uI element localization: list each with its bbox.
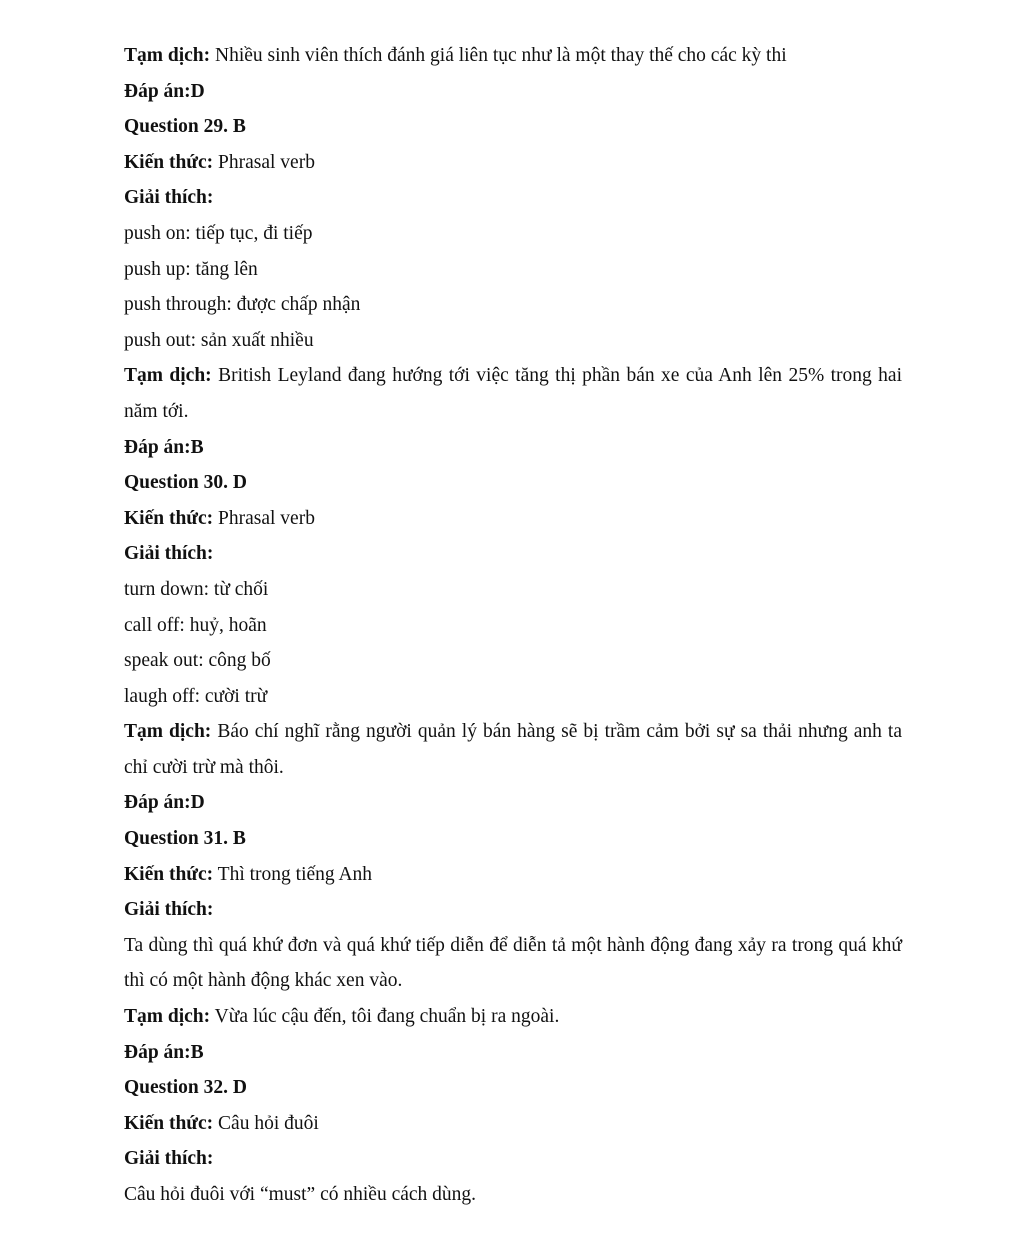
document-page: [124, 38, 902, 1213]
answer-line: Đáp án:B: [124, 1041, 204, 1063]
translation-line: [124, 999, 902, 1035]
knowledge-label: Kiến thức:: [124, 1112, 214, 1134]
explanation-item: laugh off: cười trừ: [124, 685, 268, 707]
explanation-heading: Giải thích:: [124, 899, 214, 921]
explanation-paragraph: Ta dùng thì quá khứ đơn và quá khứ tiếp diễn để diễn tả một hành động đang xảy ra trong quá khứ thì có một hành động khác xen vào.: [124, 934, 902, 992]
knowledge-label: Kiến thức:: [124, 863, 214, 885]
explanation-item: Câu hỏi đuôi với “must” có nhiều cách dùng.: [124, 1184, 477, 1205]
knowledge-line: [124, 857, 902, 893]
explanation-item: push up: tăng lên: [124, 258, 258, 280]
knowledge-label: Kiến thức:: [124, 151, 214, 173]
question-heading: Question 32. D: [124, 1077, 247, 1099]
knowledge-line: [124, 145, 902, 181]
explanation-item: turn down: từ chối: [124, 578, 269, 600]
answer-line: Đáp án:B: [124, 436, 204, 458]
explanation-item: call off: huỷ, hoãn: [124, 614, 267, 636]
explanation-item: push through: được chấp nhận: [124, 294, 361, 316]
translation-text: British Leyland đang hướng tới việc tăng thị phần bán xe của Anh lên 25% trong hai năm tới.: [124, 365, 902, 422]
knowledge-label: Kiến thức:: [124, 507, 214, 529]
explanation-heading: Giải thích:: [124, 187, 214, 209]
explanation-item: speak out: công bố: [124, 650, 271, 672]
knowledge-text: Phrasal verb: [213, 151, 315, 173]
knowledge-text: Thì trong tiếng Anh: [213, 863, 373, 885]
question-heading: Question 29. B: [124, 116, 246, 138]
question-heading: Question 30. D: [124, 472, 247, 494]
translation-label: Tạm dịch:: [124, 365, 212, 387]
explanation-item: push on: tiếp tục, đi tiếp: [124, 222, 313, 244]
translation-line: [124, 38, 902, 74]
answer-line: Đáp án:D: [124, 792, 205, 814]
translation-label: Tạm dịch:: [124, 1006, 211, 1028]
knowledge-text: Câu hỏi đuôi: [213, 1112, 319, 1134]
translation-text: Báo chí nghĩ rằng người quản lý bán hàng sẽ bị trầm cảm bởi sự sa thải nhưng anh ta chỉ cười trừ mà thôi.: [124, 721, 902, 778]
knowledge-line: [124, 501, 902, 537]
translation-paragraph: [124, 714, 902, 785]
knowledge-line: [124, 1106, 902, 1142]
translation-paragraph: [124, 358, 902, 429]
translation-label: Tạm dịch:: [124, 721, 212, 743]
question-heading: Question 31. B: [124, 828, 246, 850]
translation-label: Tạm dịch:: [124, 45, 211, 66]
explanation-item: push out: sản xuất nhiều: [124, 329, 314, 351]
knowledge-text: Phrasal verb: [213, 507, 315, 529]
answer-line: Đáp án:D: [124, 80, 205, 102]
explanation-heading: Giải thích:: [124, 543, 214, 565]
explanation-heading: Giải thích:: [124, 1148, 214, 1170]
translation-text: Vừa lúc cậu đến, tôi đang chuẩn bị ra ngoài.: [210, 1006, 560, 1028]
translation-text: Nhiều sinh viên thích đánh giá liên tục như là một thay thế cho các kỳ thi: [210, 45, 787, 66]
